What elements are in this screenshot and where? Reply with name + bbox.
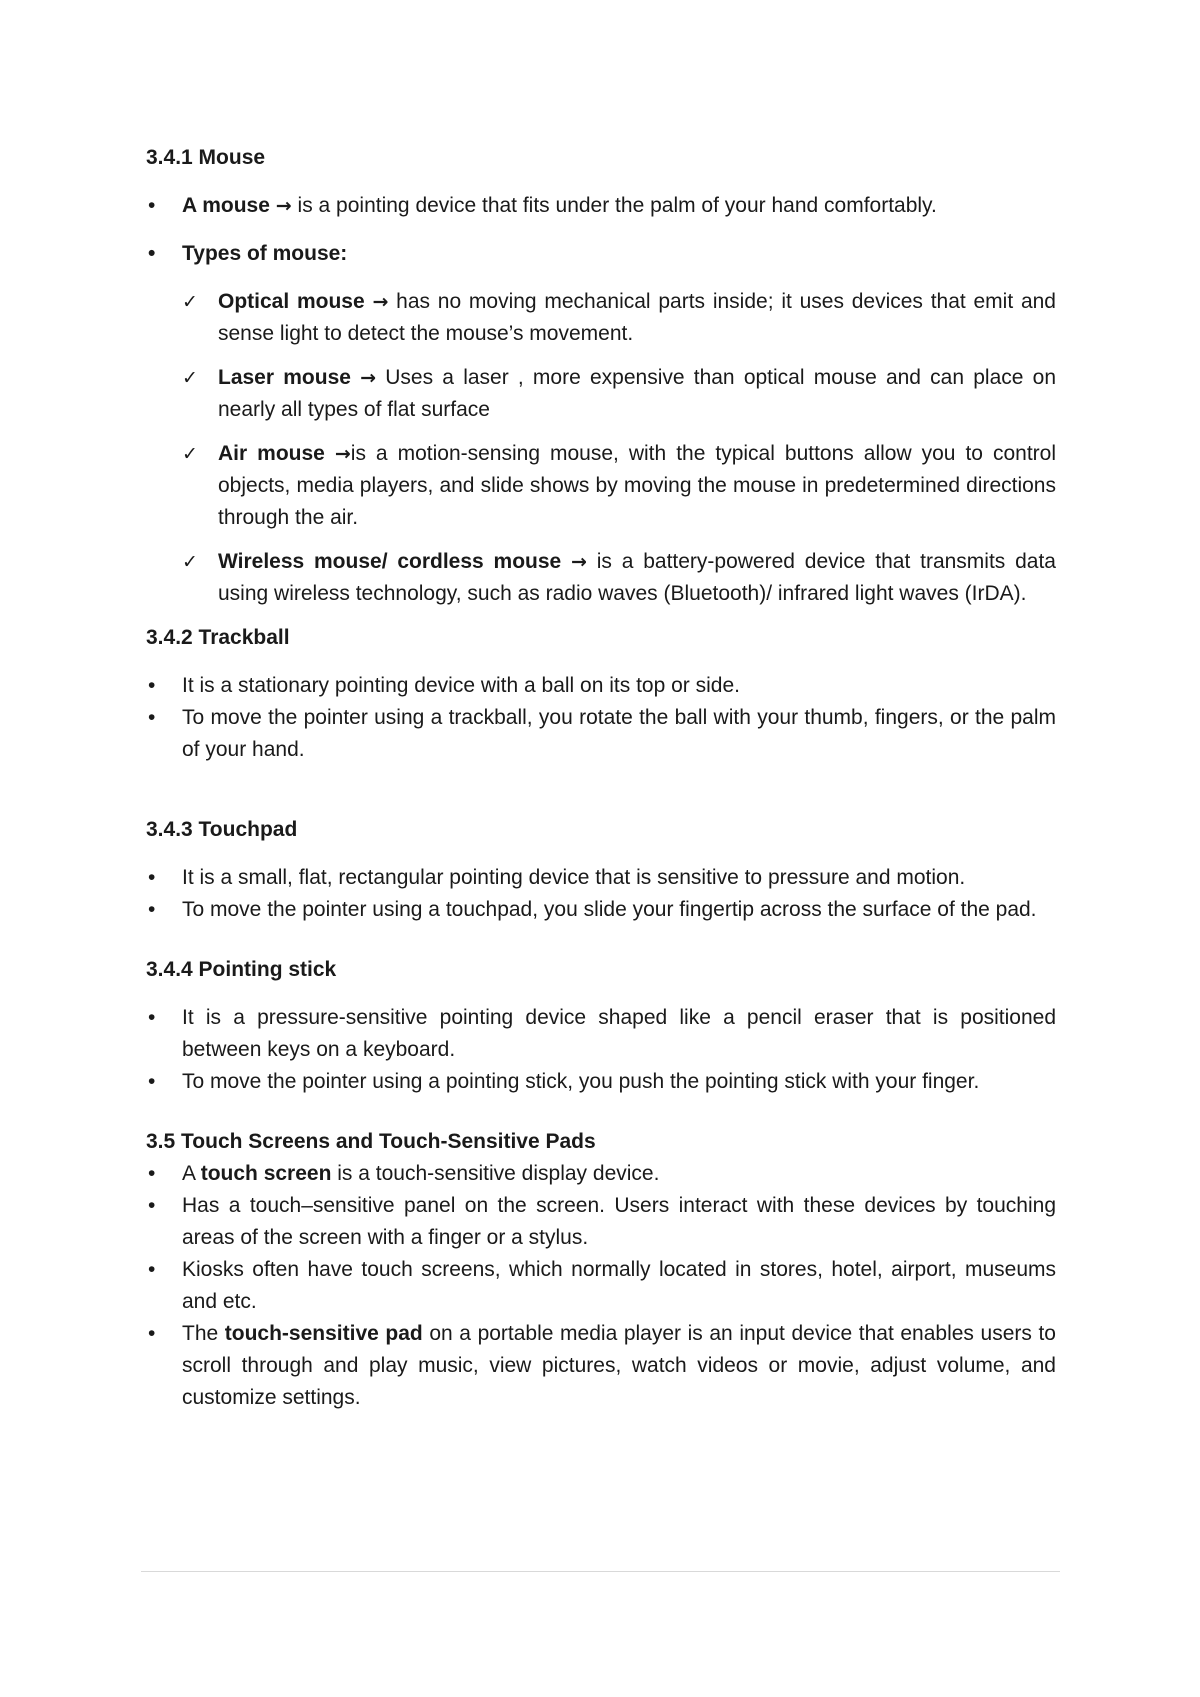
list-item: • To move the pointer using a trackball, you rotate the ball with your thumb, fingers, or the palm of your hand. (146, 702, 1056, 766)
list-item: • Kiosks often have touch screens, which normally located in stores, hotel, airport, museums and etc. (146, 1254, 1056, 1318)
footer-divider (141, 1571, 1060, 1572)
list-item: • To move the pointer using a touchpad, you slide your fingertip across the surface of the pad. (146, 894, 1056, 926)
arrow-icon: → (360, 367, 377, 389)
term-air-mouse: Air mouse (218, 442, 325, 465)
section-heading-pointing-stick: 3.4.4 Pointing stick (146, 958, 337, 981)
arrow-icon: → (372, 291, 389, 313)
section-heading-mouse: 3.4.1 Mouse (146, 146, 266, 169)
list-item-text: A (182, 1162, 195, 1185)
term-touch-sensitive-pad: touch-sensitive pad (224, 1322, 423, 1345)
list-item-mouse-definition (146, 190, 1056, 222)
page-content (146, 142, 1056, 1414)
arrow-icon: → (334, 443, 351, 465)
section-heading-trackball: 3.4.2 Trackball (146, 626, 290, 649)
check-item-laser-mouse (146, 362, 1056, 426)
arrow-icon: → (275, 195, 292, 217)
term-laser-mouse: Laser mouse (218, 366, 351, 389)
list-item-text: is a touch-sensitive display device. (337, 1162, 660, 1185)
checkmark-icon: ✓ (182, 551, 198, 573)
check-item-optical-mouse (146, 286, 1056, 350)
list-item: • Has a touch–sensitive panel on the screen. Users interact with these devices by touching areas of the screen with a finger or a stylus. (146, 1190, 1056, 1254)
touchpad-list (146, 862, 1056, 926)
list-item: • To move the pointer using a pointing stick, you push the pointing stick with your finger. (146, 1066, 1056, 1098)
air-mouse-desc: is a motion-sensing mouse, with the typical buttons allow you to control objects, media players, and slide shows by moving the mouse in predetermined directions through the air. (218, 442, 1056, 529)
list-item (146, 1158, 1056, 1190)
optical-mouse-desc: has no moving mechanical parts inside; it uses devices that emit and sense light to detect the mouse’s movement. (218, 290, 1056, 345)
list-item (146, 1318, 1056, 1414)
arrow-icon: → (571, 551, 587, 573)
term-wireless-mouse: Wireless mouse/ cordless mouse (218, 550, 562, 573)
term-optical-mouse: Optical mouse (218, 290, 365, 313)
term-mouse: A mouse (182, 194, 270, 217)
pointing-stick-list (146, 1002, 1056, 1098)
mouse-list (146, 190, 1056, 270)
touch-screens-list (146, 1158, 1056, 1414)
checkmark-icon: ✓ (182, 443, 198, 465)
mouse-types-checklist (146, 286, 1056, 610)
list-item-text: The (182, 1322, 219, 1345)
trackball-list (146, 670, 1056, 766)
section-heading-touch-screens: 3.5 Touch Screens and Touch-Sensitive Pads (146, 1130, 596, 1153)
check-item-air-mouse (146, 438, 1056, 534)
checkmark-icon: ✓ (182, 291, 198, 313)
wireless-mouse-desc: is a battery-powered device that transmits data using wireless technology, such as radio waves (Bluetooth)/ infrared light waves (IrDA). (218, 550, 1056, 605)
check-item-wireless-mouse (146, 546, 1056, 610)
checkmark-icon: ✓ (182, 367, 198, 389)
list-item-text: on a portable media player is an input device that enables users to scroll through and play music, view pictures, watch videos or movie, adjust volume, and customize settings. (182, 1322, 1056, 1409)
section-heading-touchpad: 3.4.3 Touchpad (146, 818, 298, 841)
term-touch-screen: touch screen (200, 1162, 332, 1185)
list-item-types-of-mouse: • Types of mouse: (146, 238, 1056, 270)
list-item: • It is a stationary pointing device with a ball on its top or side. (146, 670, 1056, 702)
list-item: • It is a pressure-sensitive pointing device shaped like a pencil eraser that is positioned between keys on a keyboard. (146, 1002, 1056, 1066)
laser-mouse-desc: Uses a laser , more expensive than optical mouse and can place on nearly all types of flat surface (218, 366, 1056, 421)
list-item: • It is a small, flat, rectangular pointing device that is sensitive to pressure and motion. (146, 862, 1056, 894)
mouse-definition-text: is a pointing device that fits under the palm of your hand comfortably. (297, 194, 937, 217)
